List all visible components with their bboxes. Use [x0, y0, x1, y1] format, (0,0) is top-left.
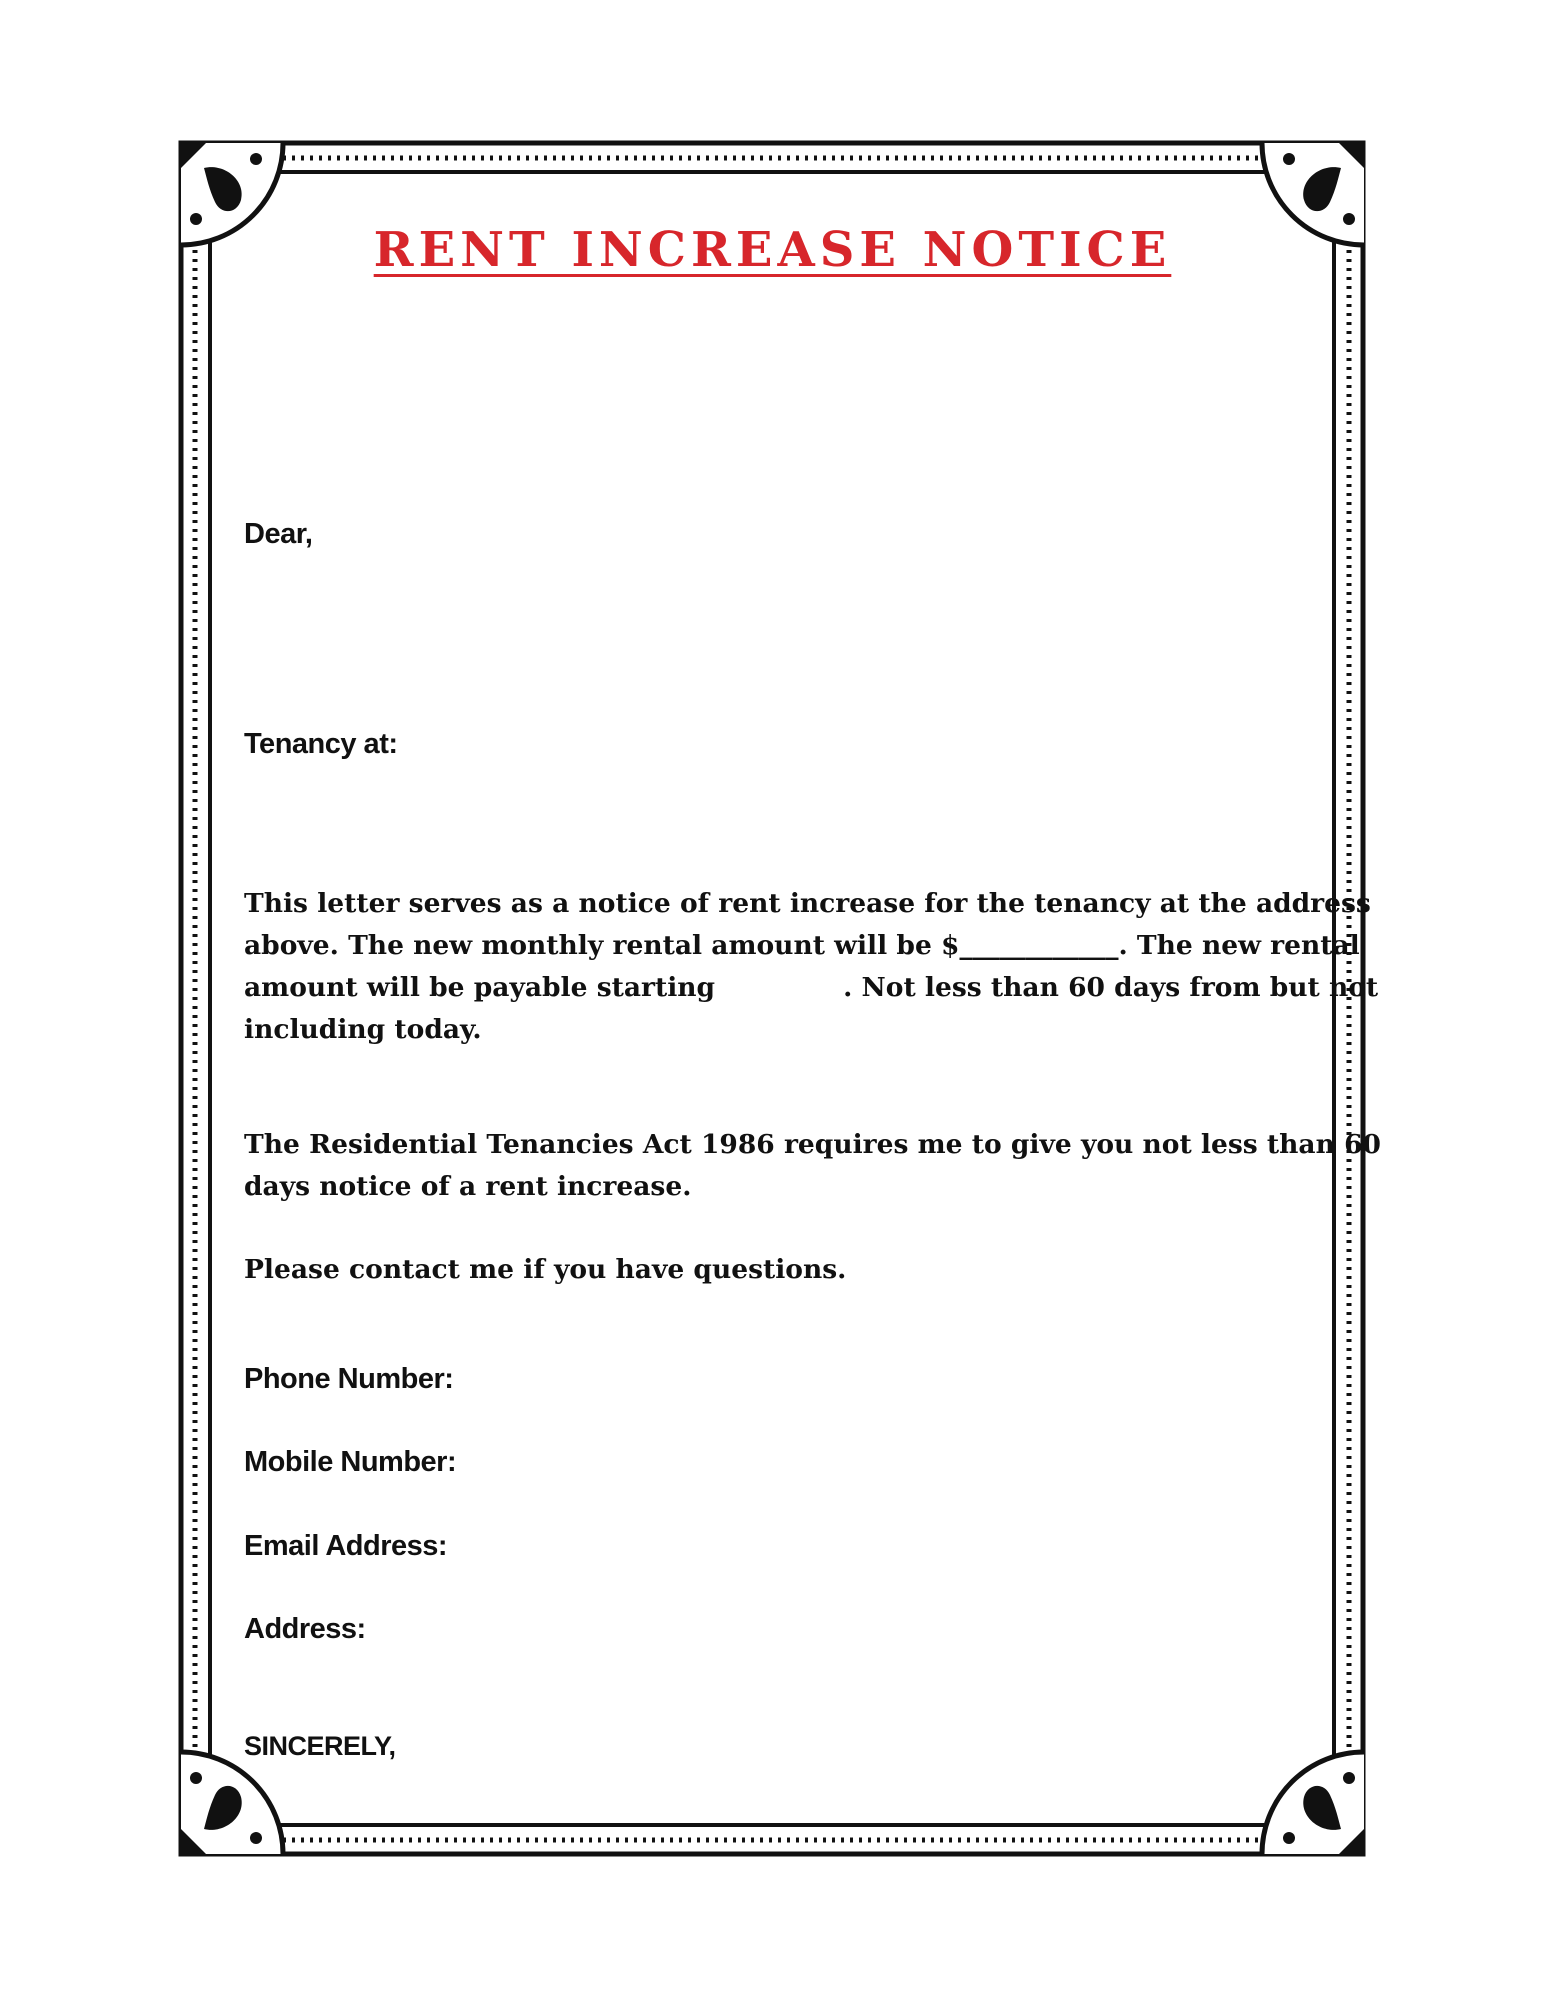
closing-signoff: SINCERELY,: [244, 1731, 396, 1761]
paragraph-line-4: including today.: [244, 1014, 482, 1045]
phone-number-label: Phone Number:: [244, 1363, 454, 1395]
rent-amount-blank: ____________: [959, 930, 1119, 961]
contact-request-paragraph: Please contact me if you have questions.: [244, 1254, 847, 1285]
paragraph-line-2-end: . The new rental: [1118, 930, 1360, 961]
tenancy-label: Tenancy at:: [244, 728, 398, 760]
paragraph-line-3-end: . Not less than 60 days from but not: [843, 972, 1379, 1003]
legal-line-2: days notice of a rent increase.: [244, 1171, 692, 1202]
document-title: RENT INCREASE NOTICE: [373, 222, 1172, 278]
paragraph-line-1: This letter serves as a notice of rent increase for the tenancy at the address: [244, 888, 1371, 919]
email-address-label: Email Address:: [244, 1530, 448, 1562]
corner-ornament-bottom-left: [181, 1750, 285, 1854]
address-label: Address:: [244, 1613, 366, 1645]
paragraph-line-2: [244, 925, 1360, 967]
paragraph-line-3: [244, 967, 1379, 1009]
mobile-number-label: Mobile Number:: [244, 1446, 457, 1478]
paragraph-line-2-start: above. The new monthly rental amount will be $: [244, 930, 960, 961]
legal-requirement-paragraph: [244, 1124, 1381, 1208]
rent-increase-paragraph: [244, 883, 1379, 1051]
paragraph-line-3-start: amount will be payable starting: [244, 972, 716, 1003]
corner-ornament-bottom-right: [1260, 1750, 1364, 1854]
legal-line-1: The Residential Tenancies Act 1986 requires me to give you not less than 60: [244, 1129, 1381, 1160]
greeting: Dear,: [244, 518, 313, 550]
